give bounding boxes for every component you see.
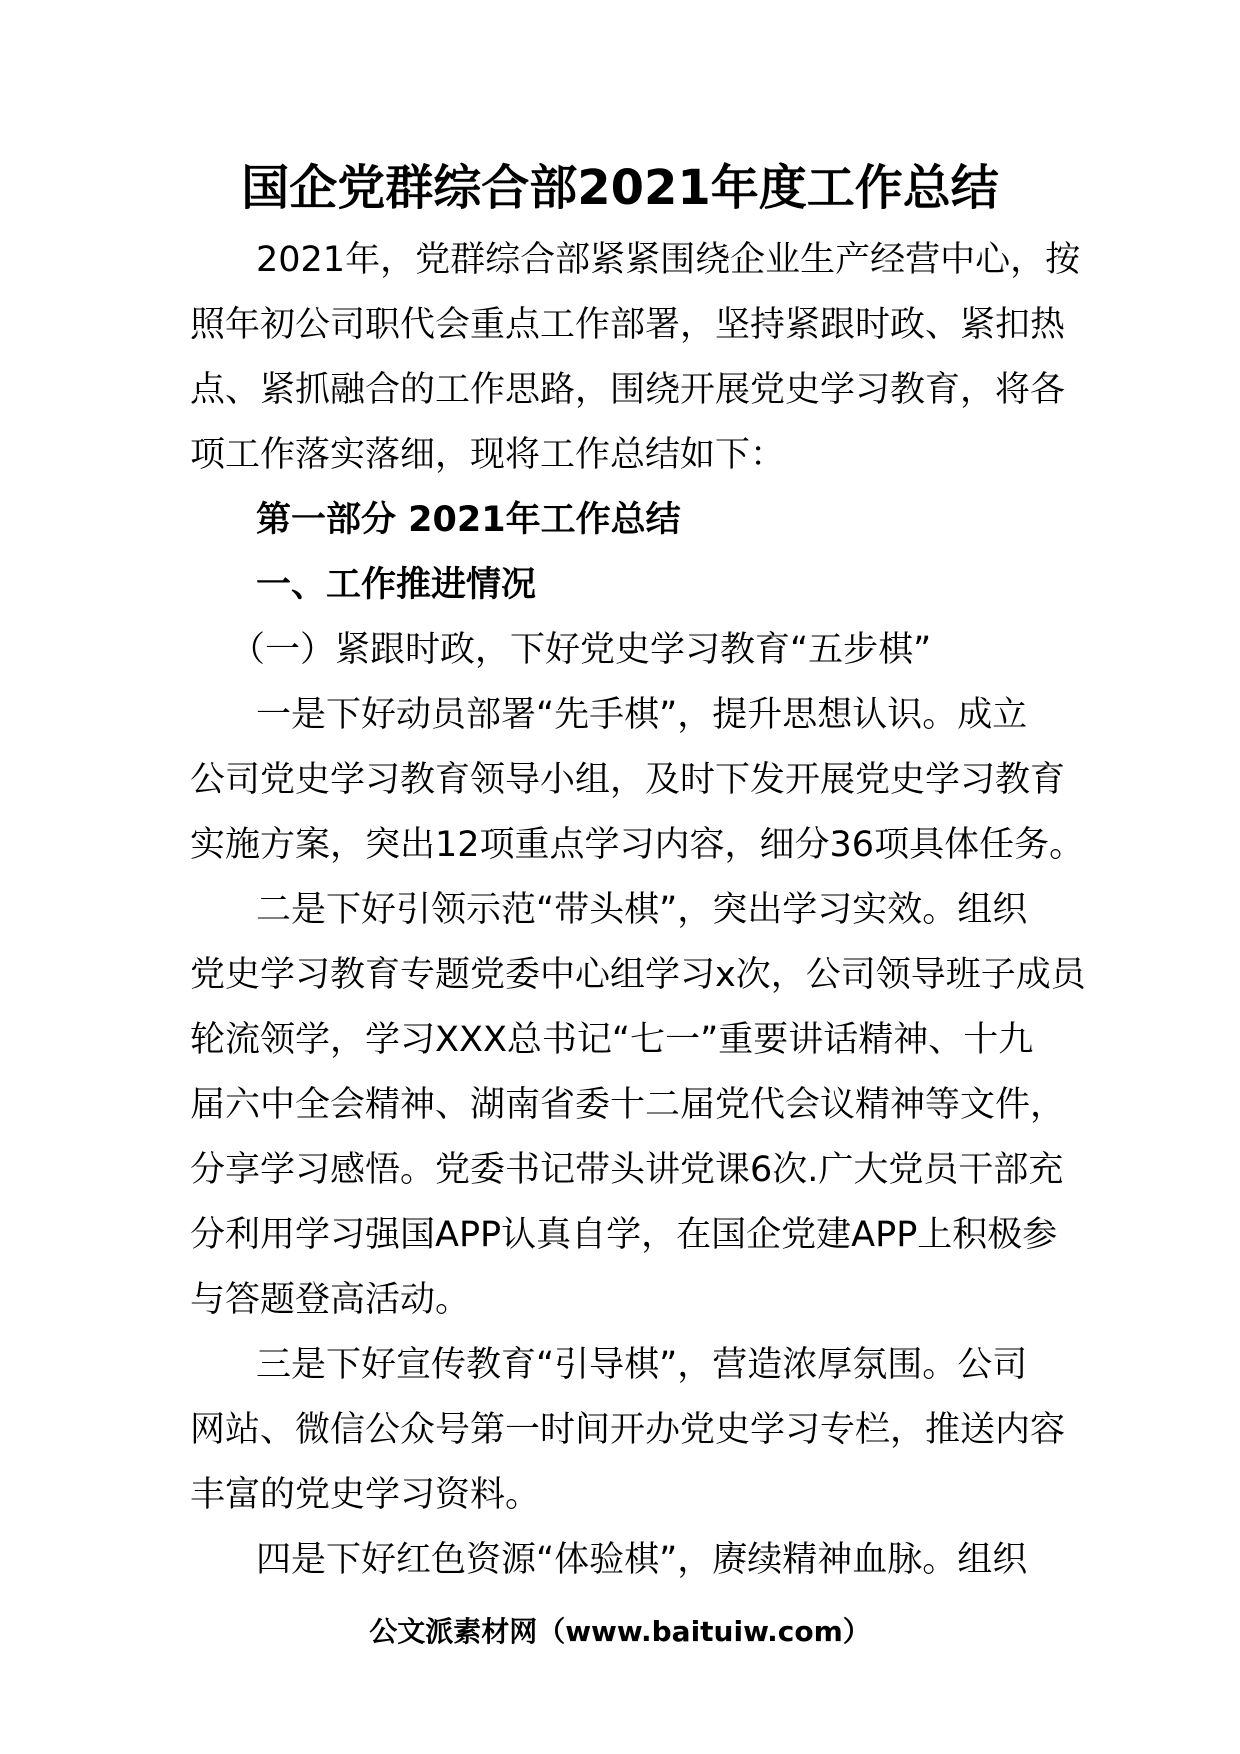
- subsection-heading: 一、工作推进情况: [256, 565, 537, 605]
- paragraph-line: 分利用学习强国APP认真自学，在国企党建APP上积极参: [190, 1215, 1058, 1255]
- footer-watermark: 公文派素材网（www.baituiw.com）: [369, 1615, 871, 1648]
- paragraph-line: 丰富的党史学习资料。: [190, 1475, 541, 1515]
- paragraph-line: 二是下好引领示范“带头棋”，突出学习实效。组织: [256, 890, 1028, 930]
- paragraph-line: 一是下好动员部署“先手棋”，提升思想认识。成立: [256, 695, 1028, 735]
- paragraph-line: 四是下好红色资源“体验棋”，赓续精神血脉。组织: [256, 1540, 1028, 1580]
- paragraph-line: 轮流领学，学习XXX总书记“七一”重要讲话精神、十九: [190, 1020, 1034, 1060]
- paragraph-line: 项工作落实落细，现将工作总结如下：: [190, 435, 786, 475]
- section-heading: 第一部分 2021年工作总结: [256, 500, 681, 540]
- paragraph-line: 实施方案，突出12项重点学习内容，细分36项具体任务。: [190, 825, 1085, 865]
- document-title: 国企党群综合部2021年度工作总结: [241, 160, 999, 216]
- paragraph-line: 分享学习感悟。党委书记带头讲党课6次.广大党员干部充: [190, 1150, 1064, 1190]
- paragraph-line: 与答题登高活动。: [190, 1280, 471, 1320]
- paragraph-line: 照年初公司职代会重点工作部署，坚持紧跟时政、紧扣热: [190, 305, 1066, 345]
- item-heading: （一）紧跟时政，下好党史学习教育“五步棋”: [230, 630, 932, 670]
- paragraph-line: 网站、微信公众号第一时间开办党史学习专栏，推送内容: [190, 1410, 1066, 1450]
- paragraph-line: 公司党史学习教育领导小组，及时下发开展党史学习教育: [190, 760, 1066, 800]
- paragraph-line: 2021年，党群综合部紧紧围绕企业生产经营中心，按: [256, 240, 1081, 280]
- paragraph-line: 党史学习教育专题党委中心组学习x次，公司领导班子成员: [190, 955, 1086, 995]
- paragraph-line: 届六中全会精神、湖南省委十二届党代会议精神等文件，: [190, 1085, 1066, 1125]
- paragraph-line: 点、紧抓融合的工作思路，围绕开展党史学习教育，将各: [190, 370, 1066, 410]
- document-body: [190, 228, 1086, 1593]
- paragraph-line: 三是下好宣传教育“引导棋”，营造浓厚氛围。公司: [256, 1345, 1028, 1385]
